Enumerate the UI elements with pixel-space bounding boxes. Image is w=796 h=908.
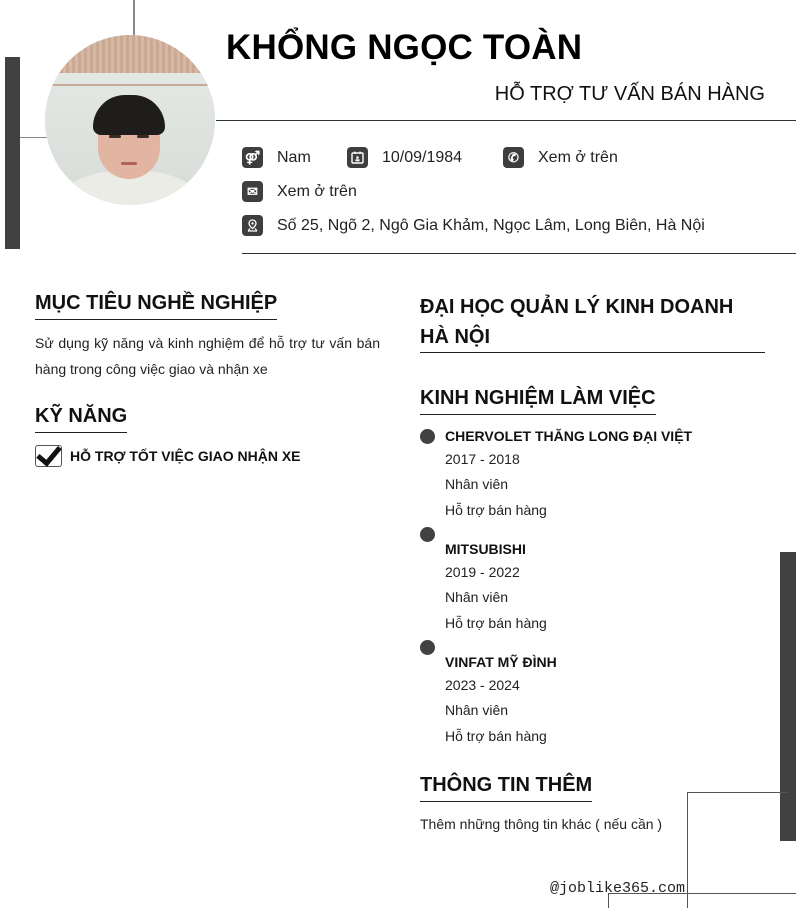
- job-position: HỖ TRỢ TƯ VẤN BÁN HÀNG: [494, 83, 765, 105]
- decorative-bar-left: [5, 57, 20, 249]
- contact-address: [242, 215, 705, 236]
- contact-dob: [347, 147, 462, 168]
- section-title-extra: THÔNG TIN THÊM: [420, 772, 592, 802]
- decorative-line-top: [133, 0, 135, 36]
- contact-phone: [503, 147, 618, 168]
- checkbox-checked-icon: [35, 445, 62, 467]
- extra-text: Thêm những thông tin khác ( nếu cần ): [420, 816, 663, 832]
- gender-value: Nam: [277, 148, 311, 166]
- decorative-corner-frame: [687, 792, 787, 908]
- contact-gender: [242, 147, 311, 168]
- experience-company: VINFAT MỸ ĐÌNH: [445, 654, 557, 670]
- avatar-wall-line: [45, 84, 215, 86]
- experience-description: Hỗ trợ bán hàng: [445, 502, 547, 518]
- section-title-experience: KINH NGHIỆM LÀM VIỆC: [420, 385, 656, 415]
- bullet-dot-icon: [420, 429, 435, 444]
- decorative-line-left: [20, 137, 48, 138]
- skill-label: HỖ TRỢ TỐT VIỆC GIAO NHẬN XE: [70, 448, 301, 464]
- location-icon: [242, 215, 263, 236]
- candidate-name: KHỔNG NGỌC TOÀN: [226, 28, 583, 67]
- experience-role: Nhân viên: [445, 476, 509, 492]
- experience-company: CHERVOLET THĂNG LONG ĐẠI VIỆT: [445, 428, 693, 444]
- avatar: [45, 35, 215, 205]
- dob-value: 10/09/1984: [382, 148, 463, 166]
- address-value: Số 25, Ngõ 2, Ngô Gia Khảm, Ngọc Lâm, Long Biên, Hà Nội: [277, 216, 705, 234]
- email-icon: ✉: [242, 181, 263, 202]
- phone-value: Xem ở trên: [538, 148, 618, 166]
- avatar-eye-left: [109, 135, 121, 138]
- calendar-icon: [347, 147, 368, 168]
- header-divider: [216, 120, 796, 121]
- phone-icon: ✆: [503, 147, 524, 168]
- contact-email: [242, 181, 357, 202]
- experience-role: Nhân viên: [445, 702, 509, 718]
- section-title-skills: KỸ NĂNG: [35, 403, 127, 433]
- experience-period: 2017 - 2018: [445, 451, 520, 467]
- watermark: @joblike365.com: [550, 880, 686, 897]
- contact-divider: [242, 253, 796, 254]
- bullet-dot-icon: [420, 527, 435, 542]
- avatar-mouth: [121, 162, 137, 165]
- gender-icon: ⚤: [242, 147, 263, 168]
- avatar-eye-right: [137, 135, 149, 138]
- bullet-dot-icon: [420, 640, 435, 655]
- experience-company: MITSUBISHI: [445, 541, 526, 557]
- email-value: Xem ở trên: [277, 182, 357, 200]
- objective-text: Sử dụng kỹ năng và kinh nghiệm để hỗ trợ tư vấn bán hàng trong công việc giao và nhận xe: [35, 335, 380, 377]
- skill-item: [35, 445, 301, 467]
- experience-description: Hỗ trợ bán hàng: [445, 615, 547, 631]
- experience-period: 2023 - 2024: [445, 677, 520, 693]
- section-title-education: ĐẠI HỌC QUẢN LÝ KINH DOANH HÀ NỘI: [420, 292, 765, 353]
- section-title-objective: MỤC TIÊU NGHỀ NGHIỆP: [35, 290, 277, 320]
- avatar-ceiling: [45, 35, 215, 73]
- experience-period: 2019 - 2022: [445, 564, 520, 580]
- experience-role: Nhân viên: [445, 589, 509, 605]
- experience-description: Hỗ trợ bán hàng: [445, 728, 547, 744]
